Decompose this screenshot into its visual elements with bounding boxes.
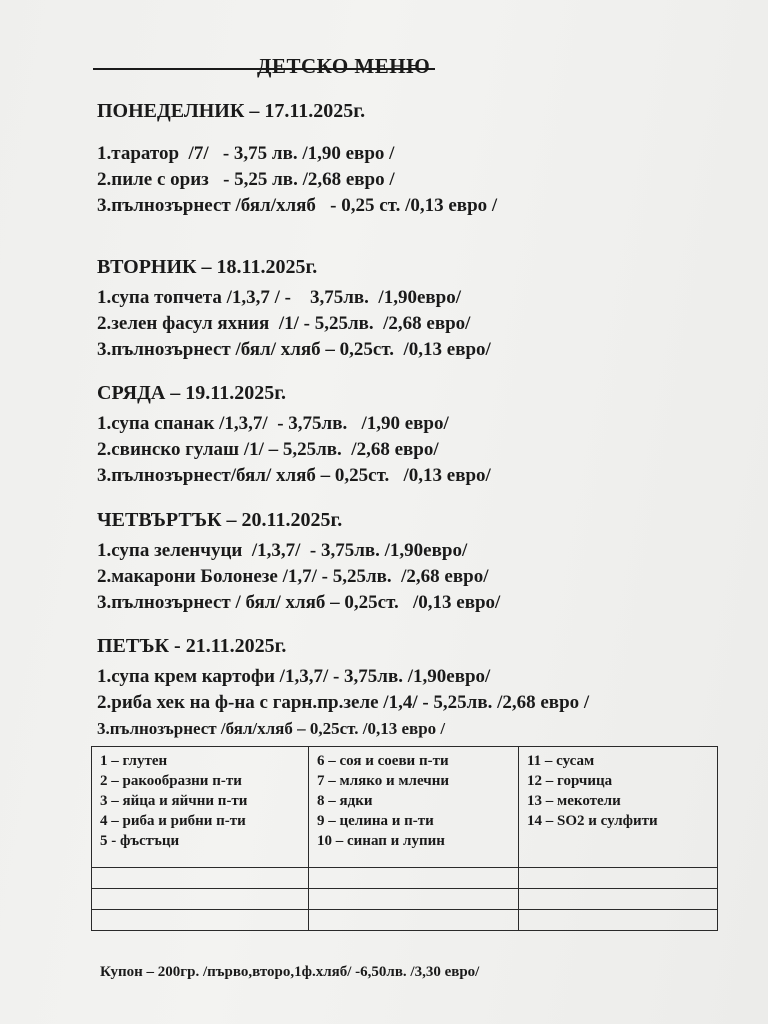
allergen-entry: 3 – яйца и яйчни п-ти [100,793,248,809]
allergen-column-1 [92,747,309,868]
menu-item: 1.супа спанак /1,3,7/ - 3,75лв. /1,90 евро/ [97,413,449,434]
menu-item: 2.зелен фасул яхния /1/ - 5,25лв. /2,68 евро/ [97,313,471,334]
empty-cell [519,868,718,889]
menu-item: 1.супа топчета /1,3,7 / - 3,75лв. /1,90евро/ [97,287,461,308]
day-block-wednesday [97,382,737,489]
empty-cell [92,889,309,910]
allergen-entry: 5 - фъстъци [100,833,180,849]
empty-table-row [92,868,718,889]
menu-item: 3.пълнозърнест/бял/ хляб – 0,25ст. /0,13 евро/ [97,465,491,486]
allergen-entry: 6 – соя и соеви п-ти [317,753,449,769]
allergen-entry: 11 – сусам [527,753,595,769]
allergen-entry: 9 – целина и п-ти [317,813,434,829]
allergen-entry: 12 – горчица [527,773,613,789]
allergen-entry: 8 – ядки [317,793,373,809]
day-heading: ВТОРНИК – 18.11.2025г. [97,256,318,278]
menu-item: 2.макарони Болонезе /1,7/ - 5,25лв. /2,68 евро/ [97,566,489,587]
menu-item: 2.риба хек на ф-на с гарн.пр.зеле /1,4/ - 5,25лв. /2,68 евро / [97,692,590,713]
allergen-entry: 7 – мляко и млечни [317,773,449,789]
day-block-thursday [97,509,737,616]
day-heading: ПЕТЪК - 21.11.2025г. [97,635,287,657]
allergen-entry: 10 – синап и лупин [317,833,445,849]
menu-item: 3.пълнозърнест /бял/ хляб – 0,25ст. /0,13 евро/ [97,339,491,360]
empty-cell [309,868,519,889]
coupon-line: Купон – 200гр. /първо,второ,1ф.хляб/ -6,50лв. /3,30 евро/ [100,964,480,980]
day-heading: ПОНЕДЕЛНИК – 17.11.2025г. [97,100,366,122]
empty-cell [309,889,519,910]
day-block-tuesday [97,256,737,363]
allergen-entry: 1 – глутен [100,753,168,769]
menu-item: 3.пълнозърнест /бял/хляб - 0,25 ст. /0,13 евро / [97,195,498,216]
day-heading: ЧЕТВЪРТЪК – 20.11.2025г. [97,509,343,531]
empty-cell [92,868,309,889]
menu-item: 2.пиле с ориз - 5,25 лв. /2,68 евро / [97,169,395,190]
menu-item: 2.свинско гулаш /1/ – 5,25лв. /2,68 евро/ [97,439,439,460]
day-block-friday [97,635,737,742]
menu-item: 3.пълнозърнест /бял/хляб – 0,25ст. /0,13 евро / [97,719,446,738]
empty-cell [519,910,718,931]
allergen-table [91,746,718,931]
allergen-column-2 [309,747,519,868]
day-block-monday [97,100,737,219]
allergen-column-3 [519,747,718,868]
menu-item: 1.таратор /7/ - 3,75 лв. /1,90 евро / [97,143,395,164]
menu-item: 1.супа зеленчуци /1,3,7/ - 3,75лв. /1,90евро/ [97,540,468,561]
empty-table-row [92,910,718,931]
empty-cell [92,910,309,931]
day-heading: СРЯДА – 19.11.2025г. [97,382,287,404]
menu-item: 3.пълнозърнест / бял/ хляб – 0,25ст. /0,13 евро/ [97,592,501,613]
empty-cell [309,910,519,931]
menu-item: 1.супа крем картофи /1,3,7/ - 3,75лв. /1,90евро/ [97,666,491,687]
allergen-entry: 4 – риба и рибни п-ти [100,813,246,829]
allergen-legend-row [92,747,718,868]
allergen-entry: 2 – ракообразни п-ти [100,773,242,789]
empty-table-row [92,889,718,910]
allergen-entry: 13 – мекотели [527,793,621,809]
empty-cell [519,889,718,910]
allergen-entry: 14 – SO2 и сулфити [527,813,658,829]
menu-title: ДЕТСКО МЕНЮ [257,54,431,78]
